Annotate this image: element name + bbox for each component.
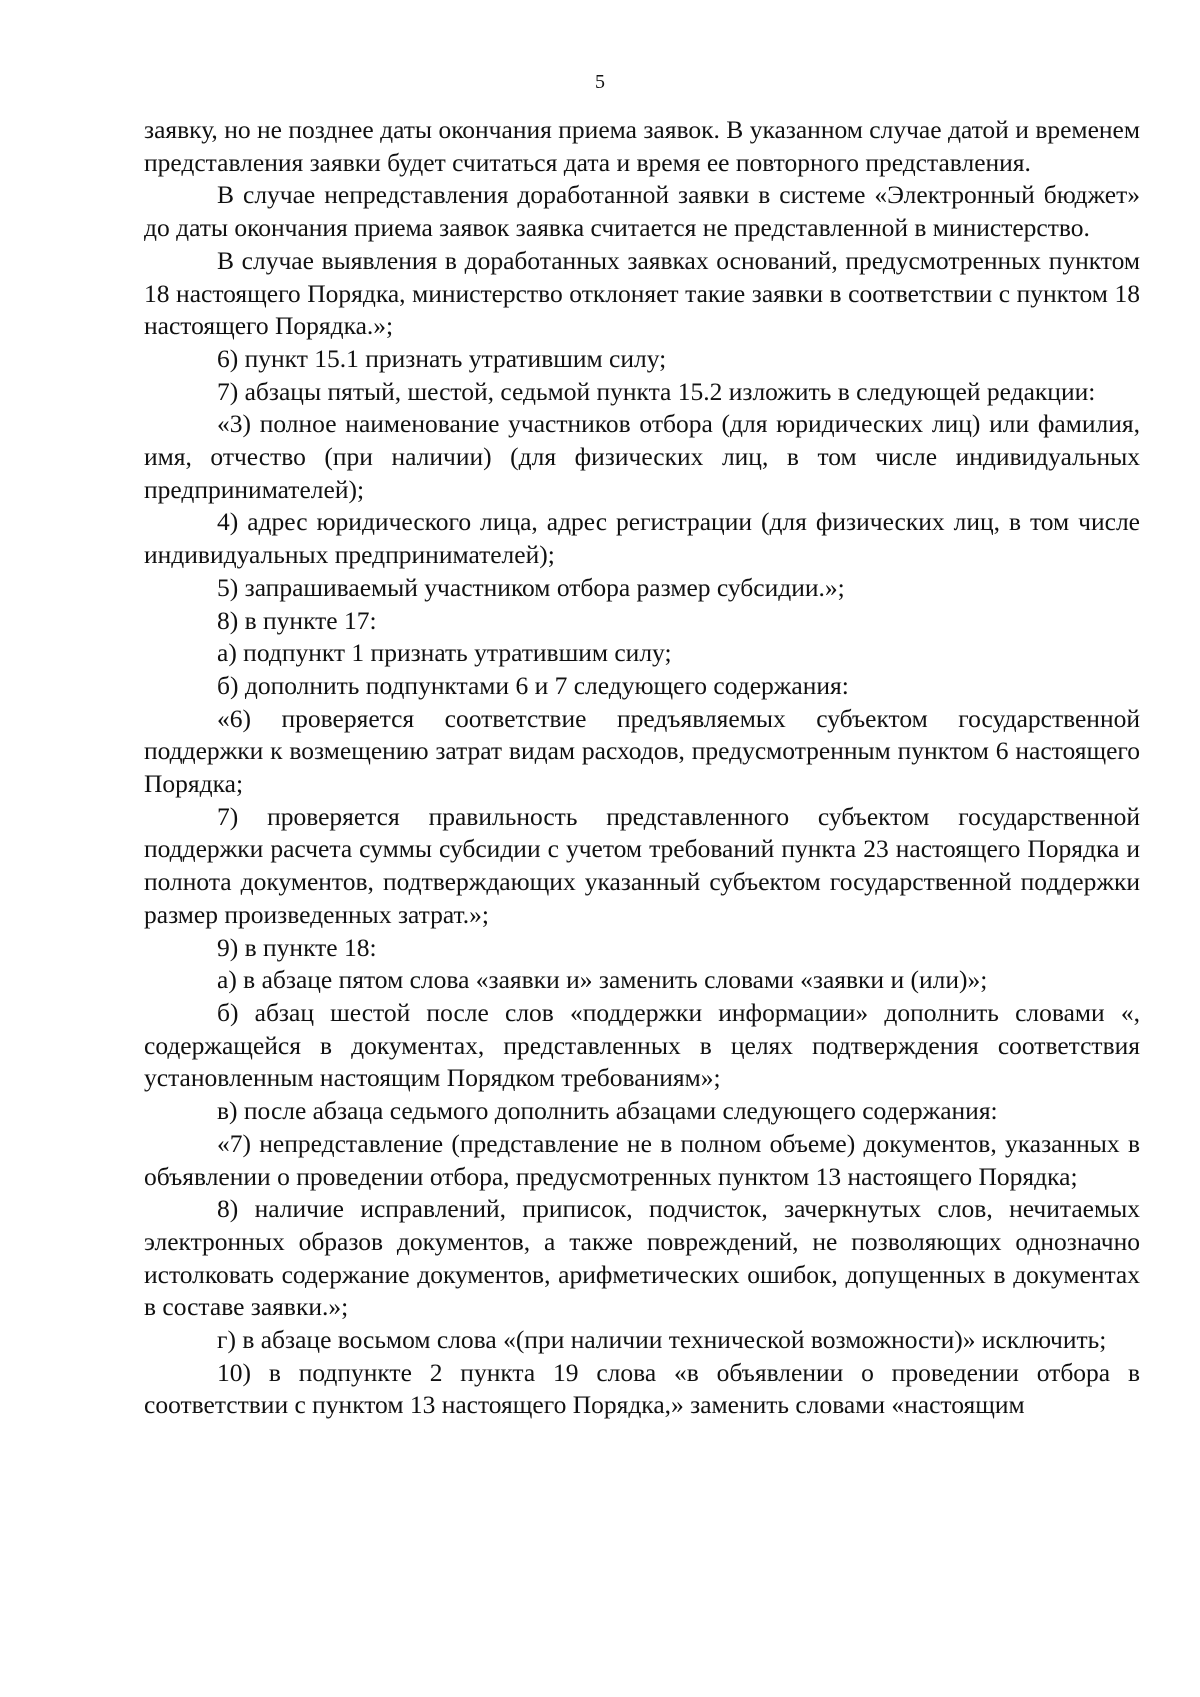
paragraph: 5) запрашиваемый участником отбора размер субсидии.»; [217, 572, 845, 602]
paragraph: 10) в подпункте 2 пункта 19 слова «в объявлении о проведении отбора в соответствии с пунктом 13 настоящего Порядка,» заменить словами «настоящим [144, 1357, 1140, 1420]
paragraph: заявку, но не позднее даты окончания приема заявок. В указанном случае датой и временем представления заявки будет считаться дата и время ее повторного представления. [144, 115, 1140, 177]
paragraph: В случае выявления в доработанных заявках оснований, предусмотренных пунктом 18 настоящего Порядка, министерство отклоняет такие заявки в соответствии с пунктом 18 настоящего Порядка.»; [144, 245, 1140, 341]
paragraph: г) в абзаце восьмом слова «(при наличии технической возможности)» исключить; [217, 1325, 1107, 1355]
paragraph: в) после абзаца седьмого дополнить абзацами следующего содержания: [217, 1096, 998, 1126]
paragraph: 8) наличие исправлений, приписок, подчисток, зачеркнутых слов, нечитаемых электронных образов документов, а также повреждений, не позволяющих однозначно истолковать содержание документов, арифметических ошибок, допущенных в документах в составе заявки.»; [144, 1194, 1140, 1322]
paragraph: В случае непредставления доработанной заявки в системе «Электронный бюджет» до даты окончания приема заявок заявка считается не представленной в министерство. [144, 180, 1140, 243]
paragraph: б) абзац шестой после слов «поддержки информации» дополнить словами «, содержащейся в документах, представленных в целях подтверждения соответствия установленным настоящим Порядком требованиям»; [144, 997, 1140, 1093]
paragraph: а) в абзаце пятом слова «заявки и» заменить словами «заявки и (или)»; [217, 965, 988, 995]
paragraph: 8) в пункте 17: [217, 605, 377, 635]
paragraph: «7) непредставление (представление не в полном объеме) документов, указанных в объявлении о проведении отбора, предусмотренных пунктом 13 настоящего Порядка; [144, 1128, 1140, 1191]
paragraph: 7) проверяется правильность представленного субъектом государственной поддержки расчета суммы субсидии с учетом требований пункта 23 настоящего Порядка и полнота документов, подтверждающих указанный субъектом государственной поддержки размер произведенных затрат.»; [144, 801, 1140, 929]
paragraph: 6) пункт 15.1 признать утратившим силу; [217, 343, 667, 373]
paragraph: «6) проверяется соответствие предъявляемых субъектом государственной поддержки к возмещению затрат видам расходов, предусмотренным пунктом 6 настоящего Порядка; [144, 703, 1140, 799]
paragraph: 4) адрес юридического лица, адрес регистрации (для физических лиц, в том числе индивидуальных предпринимателей); [144, 507, 1140, 570]
page-number: 5 [595, 71, 605, 93]
paragraph: 7) абзацы пятый, шестой, седьмой пункта 15.2 изложить в следующей редакции: [217, 376, 1096, 406]
paragraph: б) дополнить подпунктами 6 и 7 следующего содержания: [217, 670, 849, 700]
document-body [144, 114, 1140, 1422]
paragraph: а) подпункт 1 признать утратившим силу; [217, 638, 672, 668]
paragraph: «3) полное наименование участников отбора (для юридических лиц) или фамилия, имя, отчество (при наличии) (для физических лиц, в том числе индивидуальных предпринимателей); [144, 409, 1140, 504]
paragraph: 9) в пункте 18: [217, 932, 377, 962]
